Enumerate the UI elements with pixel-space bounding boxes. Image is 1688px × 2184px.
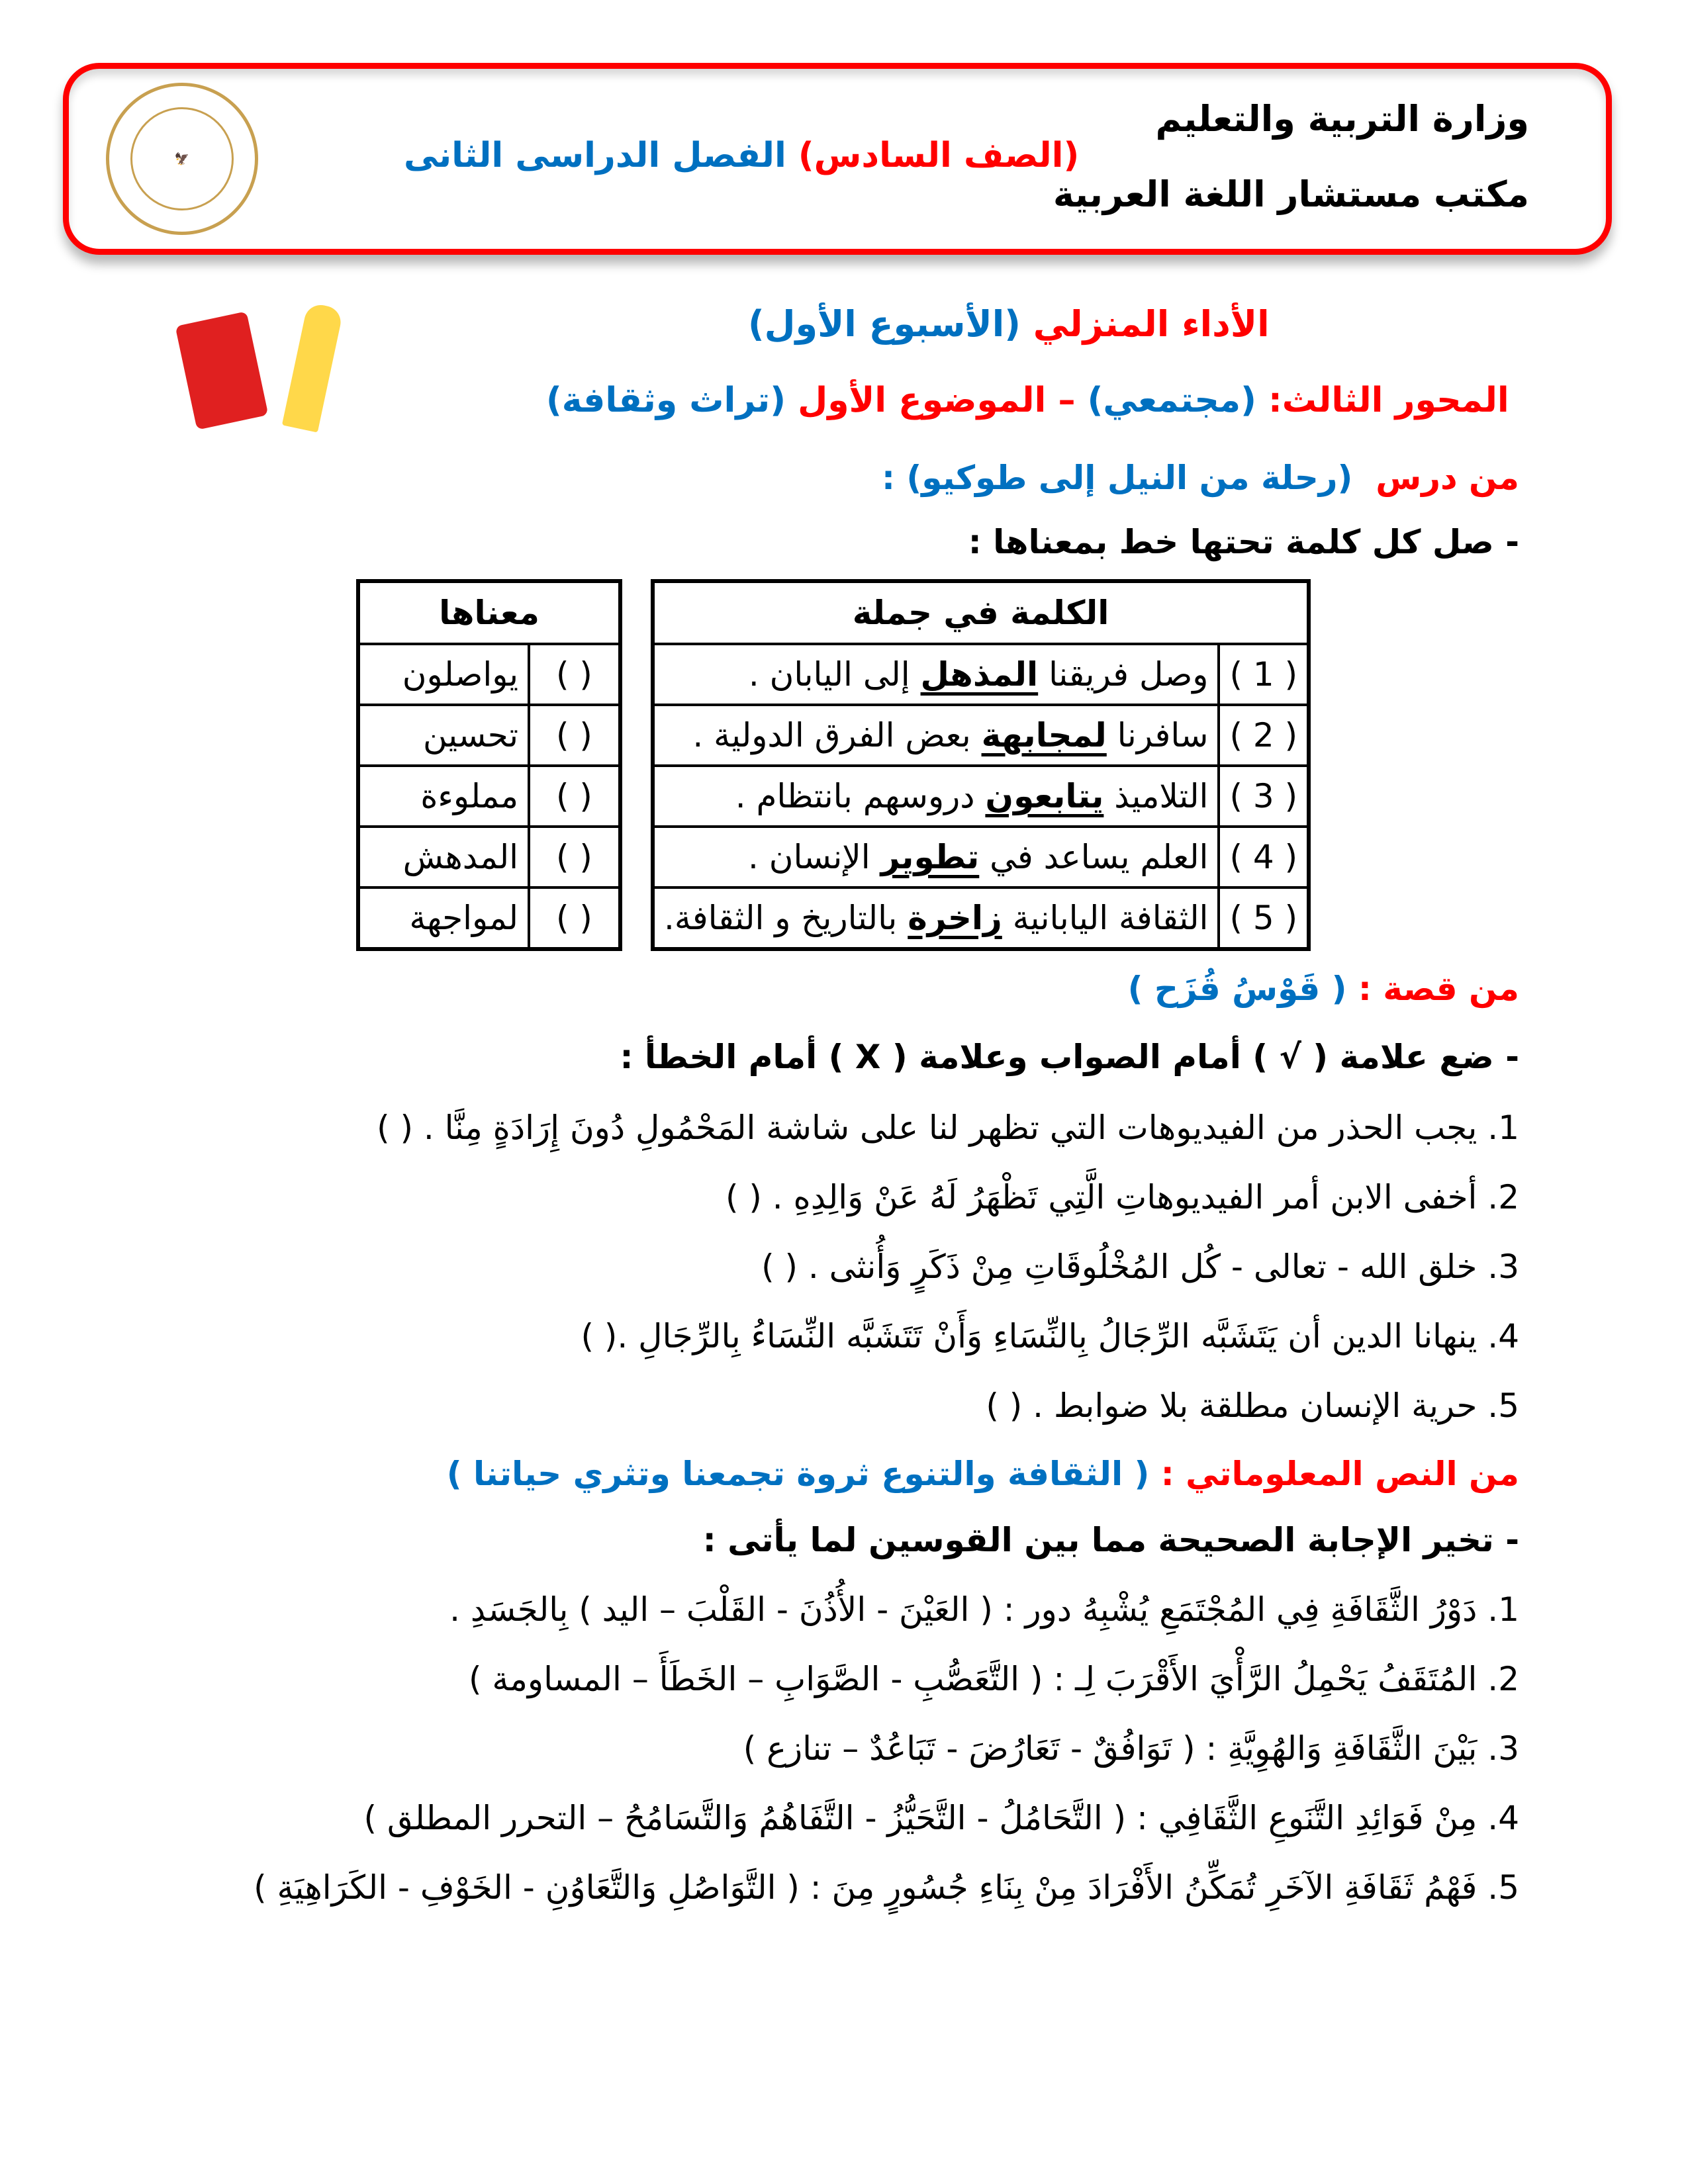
row-number: ( 3 ) [1219, 766, 1309, 827]
pencil-icon [282, 302, 344, 432]
sentence: وصل فريقنا المذهل إلى اليابان . [653, 644, 1219, 705]
table-row [653, 644, 1309, 705]
answer-blank[interactable]: ( ) [529, 827, 620, 887]
meaning: يواصلون [358, 644, 529, 705]
info-heading [447, 1455, 1519, 1493]
answer-blank[interactable]: ( ) [529, 887, 620, 949]
truefalse-item: 4. ينهانا الدين أن يَتَشَبَّه الرِّجَالُ بِالنِّسَاءِ وَأَنْ تَتَشَبَّه النِّسَاءُ بِالرِّجَالِ .( ) [581, 1317, 1519, 1355]
choice-item: 4. مِنْ فَوَائِدِ التَّنَوعِ الثَّقَافِي : ( التَّحَامُلُ - التَّحَيُّزُ - التَّفَاهُمُ وَالتَّسَامُحُ – التحرر المطلق ) [363, 1799, 1519, 1837]
axis-topic: الموضوع الأول [798, 381, 1047, 420]
sentence: سافرنا لمجابهة بعض الفرق الدولية . [653, 705, 1219, 766]
ministry-logo [106, 83, 258, 235]
axis-label: المحور الثالث: [1268, 381, 1509, 420]
table-row [358, 644, 620, 705]
truefalse-item: 3. خلق الله - تعالى - كُل المُخْلُوقَاتِ مِنْ ذَكَرٍ وَأُنثى . ( ) [761, 1248, 1519, 1286]
meaning: مملوءة [358, 766, 529, 827]
table-row [358, 887, 620, 949]
matching-instruction: - صل كل كلمة تحتها خط بمعناها : [968, 523, 1519, 561]
underlined-word: زاخرة [908, 899, 1002, 937]
book-icon [175, 311, 269, 430]
choice-item: 2. المُتَقَفُ يَحْمِلُ الرَّأْيَ الأَقْرَبَ لِـ : ( التَّعَصُّبِ - الصَّوَابِ – الخَطَأَ – المساومة ) [468, 1660, 1519, 1698]
underlined-word: تطوير [880, 838, 980, 876]
story-heading [1128, 970, 1519, 1008]
lesson-prefix: من درس [1376, 459, 1519, 497]
answer-blank[interactable]: ( ) [529, 705, 620, 766]
row-number: ( 4 ) [1219, 827, 1309, 887]
meaning: المدهش [358, 827, 529, 887]
table-row [358, 705, 620, 766]
axis-topic-name: (تراث وثقافة) [546, 381, 786, 420]
table-row [653, 766, 1309, 827]
table-row [358, 766, 620, 827]
underlined-word: لمجابهة [981, 716, 1107, 754]
underlined-word: يتابعون [985, 777, 1104, 815]
page-title [748, 303, 1270, 345]
axis-dash: – [1058, 381, 1076, 420]
grade-term [404, 136, 1079, 175]
story-name: ( قَوْسُ قُزَح ) [1127, 970, 1347, 1008]
title-main: الأداء المنزلي [1033, 303, 1270, 345]
truefalse-item: 1. يجب الحذر من الفيديوهات التي تظهر لنا على شاشة المَحْمُولِ دُونَ إِرَادَةٍ مِنَّا . ( ) [377, 1109, 1519, 1147]
truefalse-instruction: - ضع علامة ( √ ) أمام الصواب وعلامة ( X ) أمام الخطأ : [620, 1038, 1519, 1076]
answer-blank[interactable]: ( ) [529, 644, 620, 705]
info-name: ( الثقافة والتنوع ثروة تجمعنا وتثري حياتنا ) [446, 1455, 1150, 1493]
sentence: التلاميذ يتابعون دروسهم بانتظام . [653, 766, 1219, 827]
answer-blank[interactable]: ( ) [529, 766, 620, 827]
underlined-word: المذهل [920, 655, 1039, 694]
choice-item: 1. دَوْرُ الثَّقَافَةِ فِي المُجْتَمَعِ يُشْبِهُ دور : ( العَيْنَ - الأُذُنَ - القَلْبَ – اليد ) بِالجَسَدِ . [449, 1590, 1519, 1629]
axis-line [546, 381, 1509, 420]
meaning: لمواجهة [358, 887, 529, 949]
truefalse-item: 2. أخفى الابن أمر الفيديوهاتِ الَّتِي تَظْهَرُ لَهُ عَنْ وَالِدِهِ . ( ) [725, 1178, 1519, 1216]
row-number: ( 2 ) [1219, 705, 1309, 766]
book-pencil-illustration [179, 304, 377, 443]
meaning-column-header: معناها [358, 581, 620, 644]
table-row [653, 705, 1309, 766]
sentence: العلم يساعد في تطوير الإنسان . [653, 827, 1219, 887]
sentences-table [651, 579, 1311, 951]
ministry-name: وزارة التربية والتعليم [1155, 98, 1529, 140]
table-row [358, 827, 620, 887]
title-week: (الأسبوع الأول) [748, 303, 1021, 345]
sentence: الثقافة اليابانية زاخرة بالتاريخ و الثقافة. [653, 887, 1219, 949]
axis-domain: (مجتمعي) [1087, 381, 1256, 420]
choice-instruction: - تخير الإجابة الصحيحة مما بين القوسين لما يأتى : [702, 1521, 1519, 1559]
lesson-heading [882, 459, 1519, 497]
table-row [653, 887, 1309, 949]
table-row [653, 827, 1309, 887]
sentence-column-header: الكلمة في جملة [653, 581, 1309, 644]
office-name: مكتب مستشار اللغة العربية [1053, 173, 1529, 215]
row-number: ( 1 ) [1219, 644, 1309, 705]
term-label: الفصل الدراسى الثانى [404, 136, 786, 175]
choice-item: 5. فَهْمُ ثَقَافَةِ الآخَرِ تُمَكِّنُ الأَفْرَادَ مِنْ بِنَاءِ جُسُورٍ مِنَ : ( التَّوَاصُلِ وَالتَّعَاوُنِ - الخَوْفِ - الكَرَاهِيَةِ ) [254, 1868, 1519, 1907]
meanings-table [356, 579, 622, 951]
grade-label: (الصف السادس) [798, 136, 1080, 175]
eagle-emblem-icon: 🦅 [130, 107, 234, 210]
lesson-name: (رحلة من النيل إلى طوكيو) : [881, 459, 1353, 497]
meaning: تحسين [358, 705, 529, 766]
choice-item: 3. بَيْنَ الثَّقَافَةِ وَالهُوِيَّةِ : ( تَوَافُقٌ - تَعَارُضَ - تَبَاعُدٌ – تنازع ) [743, 1729, 1519, 1768]
truefalse-item: 5. حرية الإنسان مطلقة بلا ضوابط . ( ) [986, 1387, 1519, 1425]
info-prefix: من النص المعلوماتي : [1160, 1455, 1519, 1493]
story-prefix: من قصة : [1358, 970, 1519, 1008]
row-number: ( 5 ) [1219, 887, 1309, 949]
